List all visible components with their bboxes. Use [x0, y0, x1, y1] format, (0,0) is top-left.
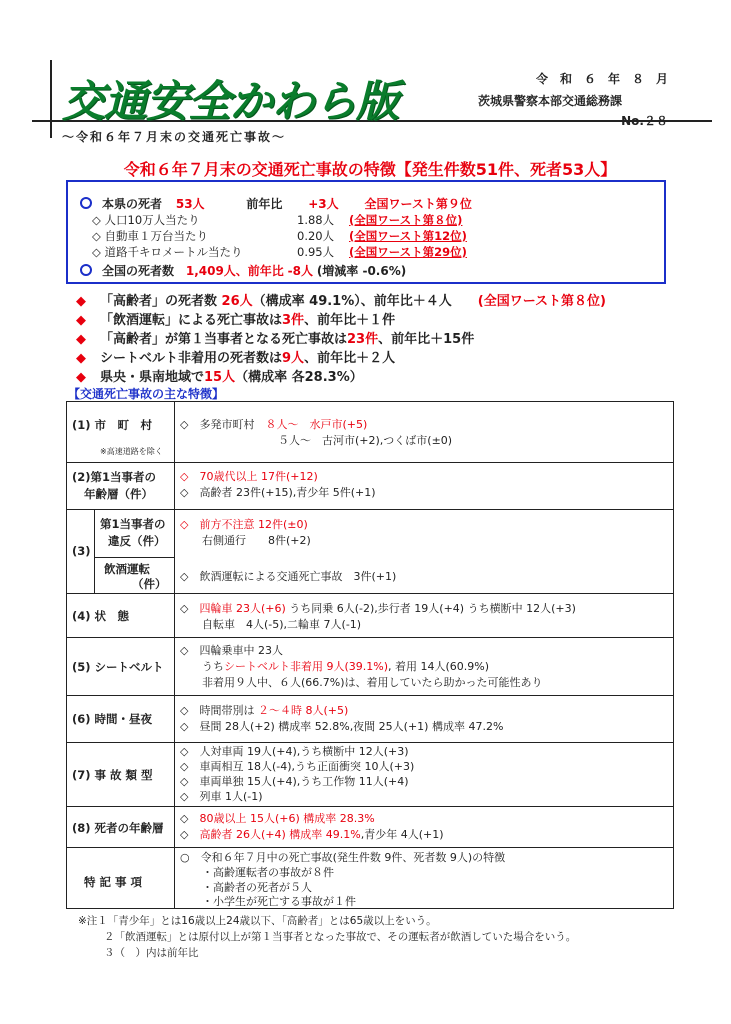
sub-item-row [92, 212, 462, 228]
table-row-divider [66, 509, 674, 510]
table-row-divider [66, 637, 674, 638]
sub-item-row [92, 228, 467, 244]
row-label: (5) シートベルト [72, 660, 164, 674]
table-column-divider [174, 401, 175, 909]
table-cell-line: ・高齢運転者の事故が８件 [202, 866, 334, 879]
table-cell-line: ◇ 70歳代以上 17件(+12) [180, 470, 318, 483]
table-cell-line: ５人～ 古河市(+2),つくば市(±0) [278, 434, 453, 447]
table-row-divider [66, 847, 674, 848]
row-label: (2)第1当事者の [72, 470, 157, 484]
sub-item-rank: (全国ワースト第12位) [349, 229, 467, 243]
pref-rank: 全国ワースト第９位 [364, 197, 472, 211]
sub-item-label: ◇ 道路千キロメートル当たり [92, 245, 243, 259]
bullet-item: ◆ 「高齢者」の死者数 26人（構成率 49.1%）、前年比＋４人 (全国ワースト第８位) [76, 294, 606, 309]
pref-label: 本県の死者 [102, 197, 163, 211]
pref-deaths-row [80, 195, 472, 212]
footnote: ３（ ）内は前年比 [104, 947, 199, 959]
table-cell-line: ◇ 車両相互 18人(-4),うち正面衝突 10人(+3) [180, 760, 415, 773]
table-row-divider [66, 806, 674, 807]
sub-row-label: 飲酒運転 [104, 562, 150, 576]
sub-item-value: 0.95人 [297, 245, 335, 259]
issuing-department: 茨城県警察本部交通総務課 [478, 94, 623, 108]
diamond-bullet-icon: ◆ [76, 351, 86, 366]
table-cell-line: 非着用９人中、６人(66.7%)は、着用していたら助かった可能性あり [202, 676, 543, 689]
circle-bullet-icon [80, 197, 92, 209]
diamond-bullet-icon: ◆ [76, 313, 86, 328]
row-label: 特 記 事 項 [84, 875, 143, 889]
table-cell-line: うちシートベルト非着用 9人(39.1%), 着用 14人(60.9%) [202, 660, 490, 673]
national-rate: (増減率 -0.6%) [316, 264, 407, 278]
row-label: (6) 時間・昼夜 [72, 712, 153, 726]
table-cell-line: ◇ 高齢者 23件(+15),青少年 5件(+1) [180, 486, 376, 499]
pref-deaths: 53人 [175, 197, 205, 211]
sub-item-value: 1.88人 [297, 213, 335, 227]
header-vertical-rule [50, 60, 52, 138]
table-cell-line: ◇ 列車 1人(-1) [180, 790, 263, 803]
table-cell-line: ◇ 80歳以上 15人(+6) 構成率 28.3% [180, 812, 375, 825]
row-label: (8) 死者の年齢層 [72, 821, 164, 835]
diamond-bullet-icon: ◆ [76, 370, 86, 385]
row-label: (7) 事 故 類 型 [72, 768, 153, 782]
sub-column-divider [94, 509, 95, 593]
table-cell-line: ◇ 人対車両 19人(+4),うち横断中 12人(+3) [180, 745, 409, 758]
prev-label: 前年比 [246, 197, 283, 211]
sub-row-label: （件） [132, 577, 167, 591]
row-label: (4) 状 態 [72, 609, 130, 623]
row-label: (1) 市 町 村 [72, 418, 153, 432]
newsletter-subtitle: ～令和６年７月末の交通死亡事故～ [62, 130, 287, 144]
table-cell-line: 自転車 4人(-5),二輪車 7人(-1) [202, 618, 362, 631]
table-cell-line: ◇ 昼間 28人(+2) 構成率 52.8%,夜間 25人(+1) 構成率 47.2% [180, 720, 504, 733]
national-diff: -8人 [287, 264, 313, 278]
table-cell-line: ◇ 四輪車 23人(+6) うち同乗 6人(-2),歩行者 19人(+4) うち横断中 12人(+3) [180, 602, 576, 615]
sub-row-label: 第1当事者の [100, 517, 166, 531]
table-cell-line: 右側通行 8件(+2) [202, 534, 311, 547]
section-title: 【交通死亡事故の主な特徴】 [68, 387, 225, 401]
row-label: (3) [72, 544, 91, 558]
table-row-divider [66, 695, 674, 696]
table-row-divider [66, 593, 674, 594]
table-cell-line: ◇ 前方不注意 12件(±0) [180, 518, 308, 531]
bullet-item: ◆ シートベルト非着用の死者数は9人、前年比＋２人 [76, 351, 396, 366]
table-cell-line: ・高齢者の死者が５人 [202, 881, 312, 894]
page-heading: 令和６年７月末の交通死亡事故の特徴【発生件数51件、死者53人】 [123, 160, 617, 179]
table-cell-line: ◇ 四輪乗車中 23人 [180, 644, 283, 657]
sub-item-row [92, 244, 467, 260]
diamond-bullet-icon: ◆ [76, 332, 86, 347]
table-row-divider [66, 742, 674, 743]
sub-item-label: ◇ 人口10万人当たり [92, 213, 200, 227]
sub-row-label: 違反（件） [108, 534, 166, 548]
table-cell-line: ・小学生が死亡する事故が１件 [202, 895, 356, 908]
bullet-item: ◆ 「高齢者」が第１当事者となる死亡事故は23件、前年比＋15件 [76, 332, 475, 347]
sub-row-divider [94, 557, 174, 558]
row-note: ※高速道路を除く [100, 447, 163, 456]
bullet-item: ◆ 「飲酒運転」による死亡事故は3件、前年比＋１件 [76, 313, 396, 328]
issue-date: 令 和 ６ 年 ８ 月 [535, 72, 668, 86]
table-cell-line: ◇ 飲酒運転による交通死亡事故 3件(+1) [180, 570, 397, 583]
sub-item-value: 0.20人 [297, 229, 335, 243]
bullet-item: ◆ 県央・県南地域で15人（構成率 各28.3%） [76, 370, 363, 385]
sub-item-rank: (全国ワースト第29位) [349, 245, 467, 259]
footnote: ※注１「青少年」とは16歳以上24歳以下、「高齢者」とは65歳以上をいう。 [78, 915, 437, 927]
national-label: 全国の死者数 [102, 264, 175, 278]
table-row-divider [66, 462, 674, 463]
newsletter-title: 交通安全かわら版 [62, 77, 398, 127]
table-cell-line: ◇ 時間帯別は ２～４時 8人(+5) [180, 704, 349, 717]
footnote: ２「飲酒運転」とは原付以上が第１当事者となった事故で、その運転者が飲酒していた場合をいう。 [104, 931, 577, 943]
row-label: 年齢層（件） [84, 487, 153, 501]
prev-diff: +3人 [308, 197, 339, 211]
circle-bullet-icon [80, 264, 92, 276]
national-value: 1,409人、前年比 [185, 264, 284, 278]
national-deaths-row [80, 262, 406, 279]
diamond-bullet-icon: ◆ [76, 294, 86, 309]
issue-number: No.２８ [621, 114, 668, 128]
table-cell-line: ○ 令和６年７月中の死亡事故(発生件数 9件、死者数 9人)の特徴 [180, 851, 506, 864]
table-cell-line: ◇ 多発市町村 ８人～ 水戸市(+5) [180, 418, 368, 431]
table-cell-line: ◇ 高齢者 26人(+4) 構成率 49.1%,青少年 4人(+1) [180, 828, 444, 841]
sub-item-rank: (全国ワースト第８位) [349, 213, 463, 227]
sub-item-label: ◇ 自動車１万台当たり [92, 229, 208, 243]
table-cell-line: ◇ 車両単独 15人(+4),うち工作物 11人(+4) [180, 775, 409, 788]
